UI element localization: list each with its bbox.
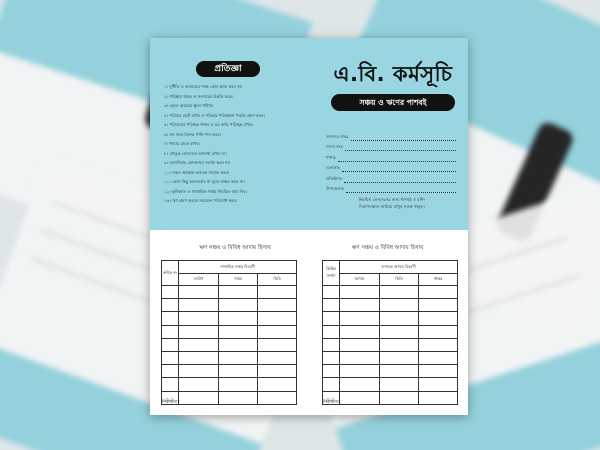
pledge-item: ১১। কোন কিছু অনেকবার না বুঝে সাক্ষর করব না। [164, 179, 245, 184]
ledger-cell [419, 312, 458, 325]
field-label: সদস্য নংঃ [326, 144, 343, 149]
ledger-cell [219, 338, 258, 351]
col-header: স্বাক্ষর [419, 274, 458, 286]
ledger-cell [340, 286, 380, 299]
ledger-cell [419, 391, 458, 404]
upazila-field [326, 183, 456, 194]
col-header: তারিখ [179, 274, 219, 286]
note-line: নিরাপদস্থানে জমিয়ে রাখুন সতর্ক থাকুন। [359, 204, 425, 209]
program-title: এ.বি. কর্মসূচি [333, 62, 453, 86]
ledger-cell [323, 299, 340, 312]
pledge-list [164, 82, 314, 206]
ledger-cell [179, 391, 219, 404]
ledger-cell [258, 325, 297, 338]
safekeeping-note [332, 196, 452, 210]
field-label: উপজেলাঃ [326, 186, 345, 191]
ledger-row [162, 378, 297, 391]
auditor-signature-label: নিরীক্ষীতঃ [323, 400, 341, 405]
pledge-item: ১৩। ঋণ গ্রহণ করলে সময়মত পরিশোধ করব। [164, 198, 238, 203]
ledger-cell [380, 378, 419, 391]
ledger-cell [258, 338, 297, 351]
ledger-cell [419, 299, 458, 312]
ledger-row [162, 325, 297, 338]
ledger-cell [340, 351, 380, 364]
ledger-left-title: ঋণ সঞ্চয় ও বিবিধ আদায় হিসাব [199, 245, 271, 251]
member-number-field [326, 141, 456, 152]
passbook-tagline: সঞ্চয় ও ঋণের পাশবই [331, 94, 455, 111]
ledger-cell [219, 325, 258, 338]
ledger-row [162, 312, 297, 325]
ledger-cell [219, 286, 258, 299]
ledger-cell [340, 312, 380, 325]
ledger-cell [419, 378, 458, 391]
ledger-cell [219, 312, 258, 325]
ledger-cell [258, 312, 297, 325]
col-header: স্থিতি [380, 274, 419, 286]
member-info-fields [326, 130, 456, 193]
ledger-cell [219, 365, 258, 378]
ledger-cell [380, 391, 419, 404]
ledger-row [323, 286, 458, 299]
group-header: বাসারক আদায় বিবরণী [340, 261, 458, 274]
field-label: এলাকাঃ [326, 165, 340, 170]
branch-field [326, 151, 456, 162]
col-header: সঞ্চয় [219, 274, 258, 286]
ledger-cell [323, 312, 340, 325]
ledger-cell [340, 378, 380, 391]
ledger-row [323, 391, 458, 404]
col-header: স্থিতি [258, 274, 297, 286]
ledger-row [323, 338, 458, 351]
pledge-item: ৪। পরিবার ছোট রাখব ও পরিবার পরিকল্পনা পদ্ধতি গ্রহণ করব। [164, 112, 265, 118]
pledge-item: ৯। বাল্যবিবাহ কোনভাবে সমর্থন করব না। [164, 160, 231, 165]
institution-field [326, 172, 456, 183]
pledge-item: ৮। যৌতুক লেনদেনে অসমর্থ্য রাখব না। [164, 150, 227, 156]
ledger-row [162, 351, 297, 364]
passbook-card [150, 38, 468, 415]
ledger-cell [380, 299, 419, 312]
ledger-cell [419, 351, 458, 364]
ledger-cell [323, 365, 340, 378]
field-label: শাখাঃ [326, 154, 336, 160]
ledger-cell [162, 378, 179, 391]
ledger-row [162, 365, 297, 378]
pledge-item: ৭। খাবার ঢেকে রাখব। [164, 141, 200, 146]
ledger-cell [162, 312, 179, 325]
ledger-cell [162, 351, 179, 364]
pledge-badge: প্রতিজ্ঞা [196, 61, 260, 77]
ledger-row [323, 325, 458, 338]
ledger-cell [323, 286, 340, 299]
ledger-row [323, 365, 458, 378]
ledger-row [162, 391, 297, 404]
ledger-row [162, 338, 297, 351]
pledge-item: ৬। সব সময় বিশুদ্ধ পানি পান করব। [164, 131, 222, 137]
ledger-cell [419, 338, 458, 351]
ledger-cell [340, 338, 380, 351]
ledger-cell [219, 299, 258, 312]
ledger-cell [380, 338, 419, 351]
ledger-cell [219, 378, 258, 391]
ledger-cell [258, 365, 297, 378]
ledger-cell [323, 351, 340, 364]
ledger-cell [258, 299, 297, 312]
ledger-cell [380, 312, 419, 325]
ledger-cell [162, 365, 179, 378]
ledger-cell [219, 351, 258, 364]
ledger-row [323, 312, 458, 325]
ledger-cell [340, 325, 380, 338]
auditor-signature-label: নিরীক্ষীতঃ [162, 400, 180, 405]
ledger-row [323, 351, 458, 364]
ledger-cell [419, 325, 458, 338]
ledger-cell [258, 286, 297, 299]
ledger-cell [323, 378, 340, 391]
repayment-ledger-table [322, 260, 458, 405]
group-header: সাপ্তাহিক সঞ্চয় বিবরণী [179, 261, 297, 274]
ledger-cell [179, 378, 219, 391]
ledger-cell [179, 365, 219, 378]
savings-ledger-table [161, 260, 297, 405]
area-field [326, 162, 456, 173]
pledge-item: ১২। কৃষিকাজ ও সাপ্তাহিক সঞ্চয় নিয়মিত জমা দিব। [164, 188, 247, 194]
ledger-cell [179, 338, 219, 351]
ledger-cell [219, 391, 258, 404]
ledger-cell [323, 338, 340, 351]
ledger-cell [258, 351, 297, 364]
field-label: সদস্যের নামঃ [326, 133, 349, 139]
ledger-cell [162, 338, 179, 351]
col-header: আদায় [340, 274, 380, 286]
ledger-cell [340, 365, 380, 378]
pledge-item: ১। দুর্নীতি ও অন্যায়ের পক্ষে কোন কাজ করব না। [164, 84, 243, 89]
member-name-field [326, 130, 456, 141]
ledger-cell [340, 391, 380, 404]
ledger-cell [162, 299, 179, 312]
ledger-cell [380, 325, 419, 338]
pledge-item: ২। পরিষ্কার থাকব ও সংসারের উন্নতি করব। [164, 93, 234, 99]
ledger-cell [258, 378, 297, 391]
ledger-cell [179, 312, 219, 325]
col-header-serial: ক্রমিক নং [162, 261, 179, 286]
ledger-cell [380, 351, 419, 364]
ledger-cell [162, 286, 179, 299]
ledger-cell [162, 325, 179, 338]
ledger-cell [380, 286, 419, 299]
ledger-row [323, 299, 458, 312]
ledger-cell [419, 286, 458, 299]
ledger-cell [380, 365, 419, 378]
ledger-cell [179, 325, 219, 338]
pledge-item: ১০। সকল অবস্থায় অন্যকে সাহায্য করব। [164, 169, 230, 175]
ledger-cell [179, 351, 219, 364]
ledger-row [323, 378, 458, 391]
ledger-row [162, 299, 297, 312]
col-header-serial: কিস্তির সংখ্যা [323, 261, 340, 286]
ledger-cell [323, 325, 340, 338]
ledger-cell [258, 391, 297, 404]
ledger-cell [419, 365, 458, 378]
ledger-row [162, 286, 297, 299]
pledge-item: ৩। ছেলে মেয়েকে স্কুলে পাঠাব। [164, 103, 214, 108]
pledge-item: ৫। পরিবারের পরিচ্ছন্ন থাকব ও ঘর বাড়ি পরিচ্ছন্ন রাখব। [164, 122, 254, 127]
ledger-right-title: ঋণ সঞ্চয় ও বিবিধ আদায় হিসাব [351, 245, 424, 251]
note-line: নিয়মিত লেনদেনের জন্য পাশবই ও রশিদ [358, 197, 426, 202]
ledger-cell [179, 299, 219, 312]
ledger-cell [340, 299, 380, 312]
field-label: প্রতিষ্ঠানঃ [326, 175, 343, 181]
ledger-cell [179, 286, 219, 299]
